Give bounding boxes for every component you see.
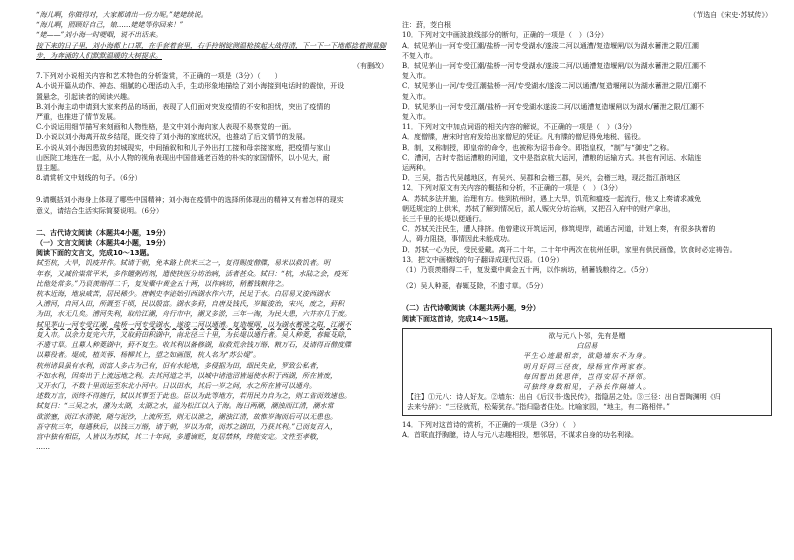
section-heading: 二、古代诗文阅读（本题共4小题，19分） — [36, 228, 170, 237]
classical-text-line: 复入市。以余力复完六井，又取葑田积湖中，南北径三十里，为长堤以通行者。吴人种菱，春辄芟除， — [36, 330, 351, 339]
question-7-stem: 7.下列对小说相关内容和艺术特色的分析鉴赏，不正确的一项是（3分）（ ） — [36, 72, 282, 81]
option: 运两种。 — [402, 164, 430, 173]
story-emphasis: 接下来的日子里，刘小海都上口罩，在手套着套里，右手拎钢锭测温枪挨起大战得清，下一下一下地都捻着测量脚步，为奔涌的人们默默温暖的大树提求。 — [36, 41, 386, 60]
option: A．度僧牒，唐宋时官府发给出家僧尼的凭证。凡有牒的僧尼得免地税、徭役。 — [402, 133, 646, 142]
option: C．漕河，古时专指运漕粮的河道，文中是指京杭大运河，漕粮的运输方式。其也有河运、水陆连 — [402, 153, 702, 162]
classical-text-line: 述数万言，而终不得施行，轼以其事至于此也。臣以为此等地方，若用民力自为之，则工省而效速也。 — [36, 392, 351, 401]
question-9-line: 意义，请结合生活实际简要说明。（6分） — [36, 206, 163, 215]
story-line: “海儿啊，你做得对，大家都请出一份力呢。”姥姥续说。 — [36, 11, 208, 19]
option: B．制，又称制授，即皇帝的命令，也被称为诏书命令。即指皇权，“制”与“御史”之称。 — [402, 143, 674, 152]
subsection-heading: （一）文言文阅读（本题共4小题，19分） — [36, 239, 170, 248]
question-8: 8.请赏析文中划线的句子。（6分） — [36, 174, 142, 183]
translation-item: （1）乃裒羡缗得二千，复发橐中黄金五十两，以作病坊，稍蓄钱粮待之。（5分） — [402, 266, 653, 275]
option: D．轼见茅山一河专受江潮/盐桥一河专受湖水遂浚二河/以通漕复造堰闸以为湖水/蓄泄之限/江潮不 — [402, 102, 705, 111]
reading-instruction: 阅读下面这首诗，完成14～15题。 — [402, 314, 513, 323]
poem-author: 白居易 — [576, 342, 598, 351]
poem-title: 欲与元八卜邻，先有是赠 — [548, 331, 626, 340]
classical-text-line: 轼见茅山一河专受江潮，盐桥一河专受湖水，遂浚二河以通漕。复造堰闸，以为湖水蓄泄之限，江潮不 — [36, 320, 351, 329]
poem-line: 可独终身数相见，子孙长作隔墙人。 — [523, 382, 651, 391]
option: 复入市。 — [402, 72, 430, 81]
poem-line: 明月好同三径夜，绿杨宜作两家春。 — [523, 362, 651, 371]
option: 复入市。 — [402, 92, 430, 101]
option: A．轼见茅山一河专受江潮/盐桥一河专受湖水/遂浚二河以通漕/复造堰闸/以为湖水蓄泄之限/江潮 — [402, 41, 699, 50]
option: 复入市。 — [402, 113, 430, 122]
classical-text-line: 以募役者。堤成，植芙蓉、杨柳其上，望之如画图，杭人名为“苏公堤”。 — [36, 351, 261, 360]
classical-text-line: 杭本近海，地泉咸苦，居民稀少。唐刺史李泌始引西湖水作六井，民足于水。白居易又浚西湖水 — [36, 290, 330, 299]
option: D．苏轼一心为民，受民爱戴。离开二十年，二十年中两次在杭州任职，家里有供民画像，饮食时必定祷告。 — [402, 245, 737, 254]
classical-text-line: 为田，水无几矣。漕河失利，取给江潮，舟行市中，潮又多淤，三年一淘，为民大患，六井亦几于废。 — [36, 310, 351, 319]
question-12: 12．下列对原文有关内容的概括和分析，不正确的一项是（ ）（3分） — [402, 184, 622, 193]
poem-box — [402, 328, 772, 416]
classical-text-line: 不如水利，因奏出于上流远地之利。去其河道之半，以城中诸池沼皆逼使水积于西湖，所在皆废， — [36, 371, 337, 380]
classical-text-line: 轼至杭，大旱，饥疫并作。轼请于朝，免本路上供米三之一，复得赐度僧牒，易米以救饥者。明 — [36, 259, 330, 268]
poem-line: 平生心迹最相亲，欲隐墙东不为身。 — [523, 352, 651, 361]
option: B．轼见茅山一河专受江潮/盐桥一河专受湖水/遂浚二河/以通漕复造堰闸/以为湖水蓄泄之限/江潮不 — [402, 62, 706, 71]
classical-text-line: 轼复曰：“三吴之水，潴为太湖，太湖之水，溢为松江以入于海。海日两潮，潮浊而江清，潮水常 — [36, 402, 334, 411]
question-14: 14．下列对这首诗的赏析，不正确的一项是（3分）（ ） — [402, 420, 580, 429]
question-7-line: A.小说开篇从动作、神态、细腻的心理活动入手，生动形象地描绘了刘小海接到电话时的震惊，开设 — [36, 82, 345, 91]
classical-text-line: 比他处常多。”乃裒羡缗得二千，复发橐中黄金五十两，以作病坊，稍蓄钱粮待之。 — [36, 279, 289, 288]
classical-text-line: 入漕河，自河入田，所溉至千顷，民以殷富。湖水多葑，自唐及钱氏，岁辄浚治，宋兴，废之，葑积 — [36, 300, 344, 309]
option: C．轼见茅山一河/专受江潮盐桥一河/专受湖水/遂浚二河以通漕/复造堰闸以为湖水蓄泄之限/江潮不 — [402, 82, 707, 91]
question-7-line: 山医院工地连在一起，从小人物的视角表现出中国普通老百姓的朴实的家国情怀，以小见大，耐 — [36, 153, 330, 162]
right-column — [402, 10, 772, 440]
question-10: 10．下列对文中画波浪线部分的断句，正确的一项是（ ）（3分） — [402, 31, 608, 40]
classical-text-line: 不遗寸草。且募人种菱湖中，葑不复生。收其利以备修湖，取救荒余钱万缗、粮万石，及请得百僧度牒 — [36, 341, 351, 350]
option: 朝廷规定的上供米，苏轼了解到情况后，派人赈灾分坊治病，又把召入府中的财产拿出， — [402, 204, 675, 213]
option: 不复入市。 — [402, 51, 437, 60]
option: 人，碍力阻挠，事情因此未能成功。 — [402, 235, 514, 244]
question-7-line: 显主题。 — [36, 164, 64, 173]
poem-line: 每因暂出犹思伴，岂得安居不择邻。 — [523, 372, 651, 381]
translation-item: （2）吴人种菱，春辄芟除，不遗寸草。（5分） — [402, 282, 548, 291]
story-line: “海儿啊，照顾好自己，娘……姥姥等你回来！” — [36, 21, 184, 30]
classical-text-line: 欲淤塞，而江水清驶，随与泥沙，上流所至，则无以泄之，潮浊江清，故惟岁淘而后可以无患也。 — [36, 412, 337, 421]
classical-text-line: 杭州诸县虽有水利，而富人多占为己有，旧有水轮地，多侵据为田，细民失业，罗致公私者， — [36, 361, 323, 370]
question-7-line: 严重，也推进了情节发展。 — [36, 113, 120, 122]
option: A．苏轼多法并施，治理有方。他到杭州时，遇上大旱，饥荒和瘟疫一起流行，他又上奏请求减免 — [402, 194, 702, 203]
option: 长三千里的长堤以便通行。 — [402, 215, 486, 224]
classical-source: （节选自《宋史·苏轼传》） — [689, 11, 772, 19]
story-source: （有删改） — [353, 62, 388, 71]
subsection-heading: （二）古代诗歌阅读（本题共两小题，9分） — [402, 304, 540, 313]
question-11: 11．下列对文中加点词语的相关内容的解说，不正确的一项是（ ）（3分） — [402, 123, 636, 132]
classical-text-line: 吾守杭三年，每遇秋后，以钱三万缗，请于朝，岁以为常，而苏之湖田，乃获其利。”已而复召入， — [36, 422, 338, 431]
left-column — [36, 10, 388, 452]
question-7-line: E.小说从刘小海因患致的封城现实，中间插叙和和儿子外出打工接和母亲接家庭，把疫情与家山 — [36, 143, 331, 152]
option: A．首联直抒胸臆，诗人与元八志趣相投，想邻居，不谋求自身的功名利禄。 — [402, 430, 639, 439]
question-7-line: D.小说以刘小海离开故乡结尾，既交待了刘小海的家庭状况，也推动了后文情节的发展。 — [36, 133, 310, 142]
classical-text-line: 宫中独有相臣，人皆以为苏轼，其二十年间，多遭谪贬，复居禁林，终能安定。文性至孝敬， — [36, 432, 323, 441]
option: D．三吴，指古代吴越地区，有吴兴、吴郡和会稽三郡，吴兴，会稽三地，现泛指江浙地区 — [402, 174, 681, 183]
classical-text-line: 又开水门，不数十里而运至东北小河中。日以田水，其后一岁之间，水之所在皆可以通舟。 — [36, 381, 316, 390]
question-9: 9.请概括刘小海身上体现了哪些中国精神；刘小海在疫情中的选择所体现出的精神又有着怎样的现实 — [36, 196, 344, 205]
question-13: 13．把文中画横线的句子翻译成现代汉语。（10分） — [402, 255, 564, 264]
poem-note: 【注】①元八：诗人好友。②墙东：出自《后汉书·逸民传》，指隐居之处。③三径：出自晋陶渊明《归 — [407, 393, 721, 402]
question-7-line: B.刘小海主动申请到大家来药品的场面，表现了人们面对突发疫情的不安和担忧，突出了疫情的 — [36, 102, 331, 111]
reading-instruction: 阅读下面的文言文，完成10～13题。 — [36, 249, 154, 258]
question-7-line: 置悬念，引起读者的阅读兴趣。 — [36, 92, 134, 101]
question-7-line: C.小说运用细节描写来刻画和人物性格，是文中刘小海向家人表现不易察觉的一面。 — [36, 123, 296, 132]
footnote: 注：葑，茭白根 — [402, 21, 451, 30]
option: C．苏轼关注民生，遭人排挤。他曾建议开筑运河，修筑堤岸，疏通古河道，计划上奏，有很多执着的 — [402, 225, 716, 234]
classical-text-line: …… — [36, 443, 50, 452]
story-line: “姥——”刘小海一时哽咽，说不出话来。 — [36, 31, 163, 40]
classical-text-line: 年春，又减价粜常平米，多作饘粥药剂，遣使挟医分坊治病，活者甚众。轼曰：“杭，水陆之会，疫死 — [36, 269, 348, 278]
poem-note: 去来兮辞》：“三径就荒，松菊犹存。”指归隐者住处。比喻家园，“地主，有二路相伴。” — [407, 403, 670, 412]
